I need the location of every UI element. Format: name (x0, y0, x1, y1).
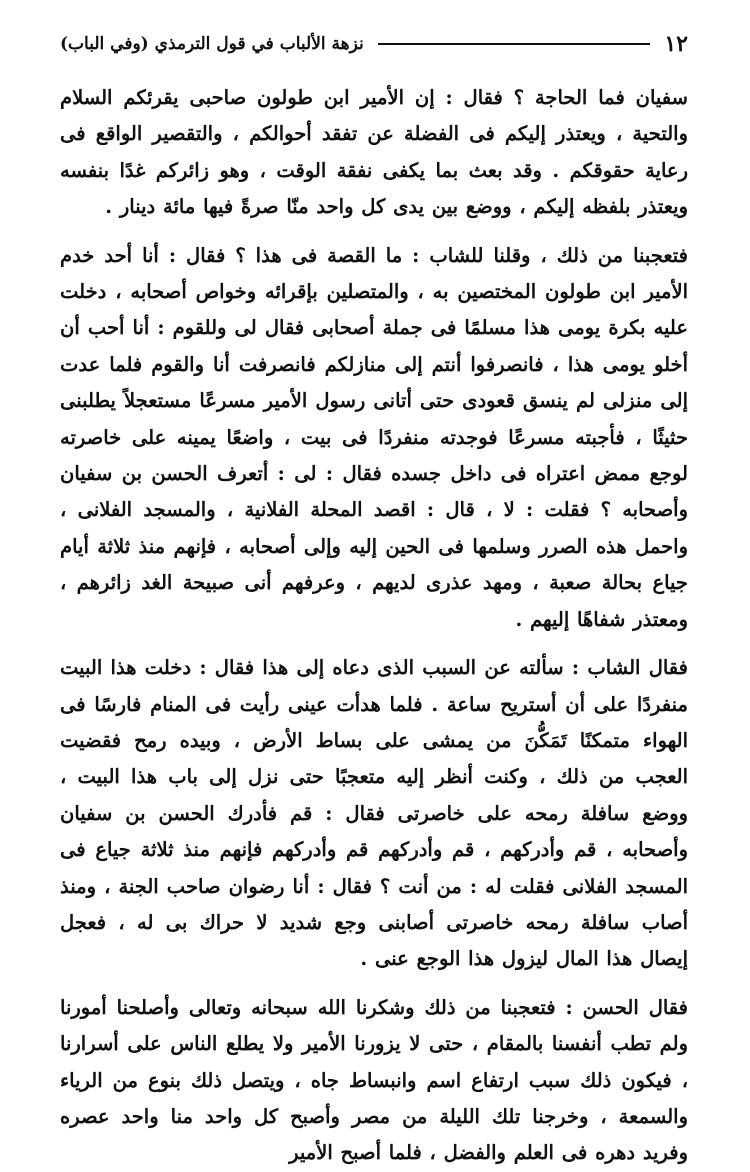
paragraph: فقال الشاب : سألته عن السبب الذى دعاه إلى هذا فقال : دخلت هذا البيت منفردًا على أن أستريح ساعة . فلما هدأت عينى رأيت فى المنام فارسًا فى الهواء متمكنًا تَمَكُّنَ من يمشى على بساط الأرض ، وبيده رمح فقضيت العجب من ذلك ، وكنت أنظر إليه متعجبًا حتى نزل إلى باب هذا البيت ، ووضع سافلة رمحه على خاصرتى فقال : قم فأدرك الحسن بن سفيان وأصحابه ، قم وأدركهم ، قم وأدركهم قم وأدركهم فإنهم منذ ثلاثة جياع فى المسجد الفلانى فقلت له : من أنت ؟ فقال : أنا رضوان صاحب الجنة ، ومنذ أصاب سافلة رمحه خاصرتى أصابنى وجع شديد لا حراك بى له ، فعجل إيصال هذا المال ليزول هذا الوجع عنى . (60, 656, 688, 971)
running-title: نزهة الألباب في قول الترمذي (وفي الباب) (60, 34, 364, 54)
page-number: ١٢ (664, 31, 688, 57)
paragraph: سفيان فما الحاجة ؟ فقال : إن الأمير ابن طولون صاحبى يقرئكم السلام والتحية ، ويعتذر إليكم فى الفضلة عن تفقد أحوالكم ، والتقصير الواقع فى رعاية حقوقكم . وقد بعث بما يكفى نفقة الوقت ، وهو زائركم غدًا بنفسه ويعتذر بلفظه إليكم ، ووضع بين يدى كل واحد منّا صرةً فيها مائة دينار . (60, 86, 688, 219)
paragraph: فتعجبنا من ذلك ، وقلنا للشاب : ما القصة فى هذا ؟ فقال : أنا أحد خدم الأمير ابن طولون المختصين به ، والمتصلين بإقرائه وخواص أصحابه ، دخلت عليه بكرة يومى هذا مسلمًا فى جملة أصحابى فقال لى وللقوم : أنا أحب أن أخلو يومى هذا ، فانصرفوا أنتم إلى منازلكم فانصرفت أنا والقوم فلما عدت إلى منزلى لم ينسق قعودى حتى أتانى رسول الأمير مسرعًا مستعجلاً يطلبنى حثيثًا ، فأجبته مسرعًا فوجدته منفردًا فى بيت ، واضعًا يمينه على خاصرته لوجع ممض اعتراه فى داخل جسده فقال : لى : أتعرف الحسن بن سفيان وأصحابه ؟ فقلت : لا ، قال : اقصد المحلة الفلانية ، والمسجد الفلانى ، واحمل هذه الصرر وسلمها فى الحين إليه وإلى أصحابه ، فإنهم منذ ثلاثة أيام جياع بحالة صعبة ، ومهد عذرى لديهم ، وعرفهم أنى صبيحة الغد زائرهم ، ومعتذر شفاهًا إليهم . (60, 243, 688, 631)
page-body (60, 80, 688, 1172)
page-header (60, 26, 688, 62)
paragraph: فقال الحسن : فتعجبنا من ذلك وشكرنا الله سبحانه وتعالى وأصلحنا أمورنا ولم تطب أنفسنا بالمقام ، حتى لا يزورنا الأمير ولا يطلع الناس على أسرارنا ، فيكون ذلك سبب ارتفاع اسم وانبساط جاه ، ويتصل ذلك بنوع من الرياء والسمعة ، وخرجنا تلك الليلة من مصر وأصبح كل واحد منا واحد عصره وفريد دهره فى العلم والفضل ، فلما أصبح الأمير (60, 995, 688, 1165)
header-rule (378, 43, 651, 45)
